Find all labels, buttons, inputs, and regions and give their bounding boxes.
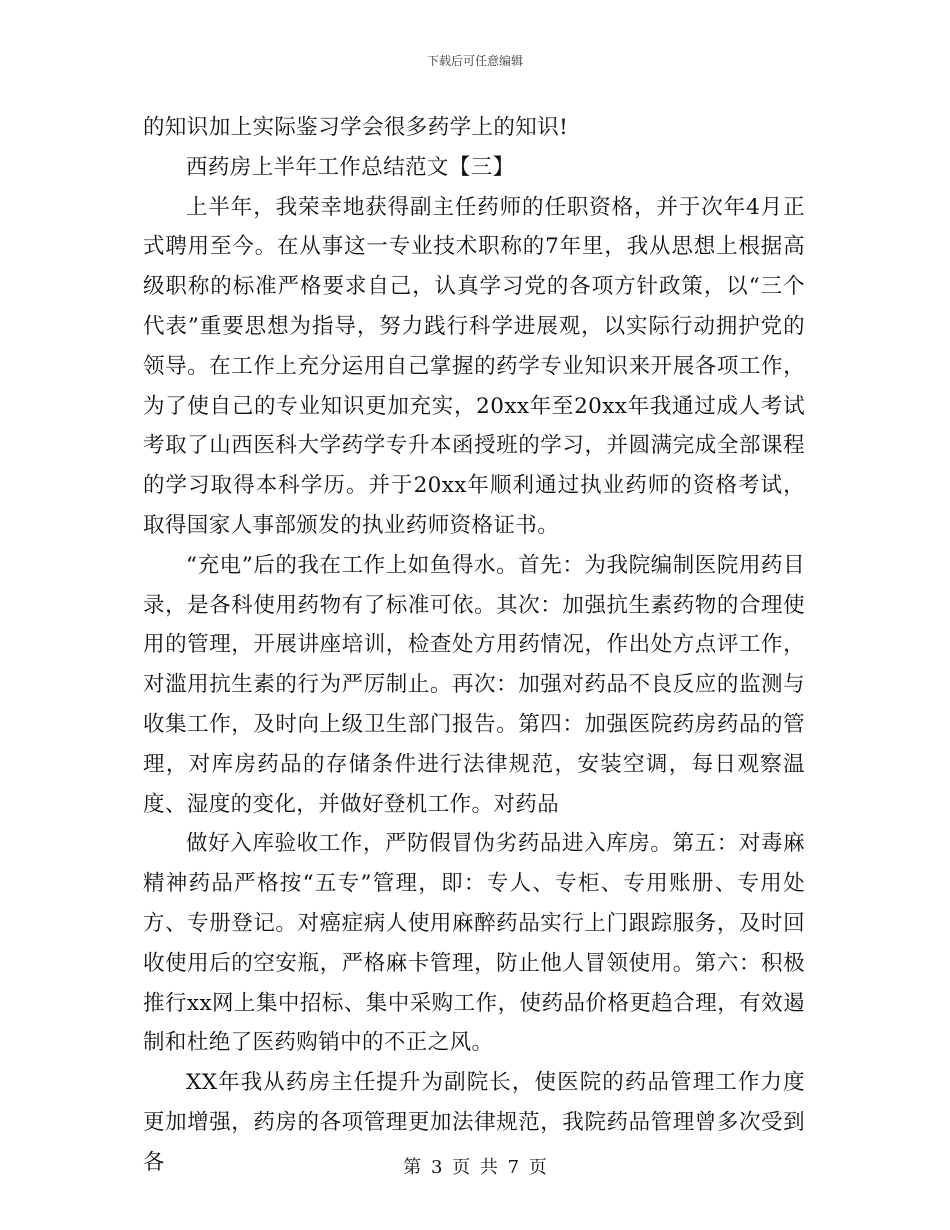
paragraph-work-measures: “充电”后的我在工作上如鱼得水。首先：为我院编制医院用药目录，是各科使用药物有了标准可依。其次：加强抗生素药物的合理使用的管理，开展讲座培训，检查处方用药情况，作出处方点评工作，对滥用抗生素的行为严厉制止。再次：加强对药品不良反应的监测与收集工作，及时向上级卫生部门报告。第四：加强医院药房药品的管理，对库房药品的存储条件进行法律规范，安装空调，每日观察温度、湿度的变化，并做好登机工作。对药品: [143, 552, 805, 817]
paragraph-storage-procurement: 做好入库验收工作，严防假冒伪劣药品进入库房。第五：对毒麻精神药品严格按“五专”管理，即：专人、专柜、专用账册、专用处方、专册登记。对癌症病人使用麻醉药品实行上门跟踪服务，及时回收使用后的空安瓶，严格麻卡管理，防止他人冒领使用。第六：积极推行xx网上集中招标、集中采购工作，使药品价格更趋合理，有效遏制和杜绝了医药购销中的不正之风。: [143, 831, 805, 1056]
paragraph-continuation: 的知识加上实际鉴习学会很多药学上的知识!: [143, 115, 569, 140]
page-footer: 第 3 页 共 7 页: [403, 1157, 547, 1178]
document-body: [143, 108, 805, 1183]
section-title: 西药房上半年工作总结范文【三】: [186, 154, 515, 180]
page-header: 下载后可任意编辑: [426, 54, 523, 68]
paragraph-qualification: 上半年，我荣幸地获得副主任药师的任职资格，并于次年4月正式聘用至今。在从事这一专业技术职称的7年里，我从思想上根据高级职称的标准严格要求自己，认真学习党的各项方针政策，以“三个代表”重要思想为指导，努力践行科学进展观，以实际行动拥护党的领导。在工作上充分运用自己掌握的药学专业知识来开展各项工作，为了使自己的专业知识更加充实，20xx年至20xx年我通过成人考试考取了山西医科大学药学专升本函授班的学习，并圆满完成全部课程的学习取得本科学历。并于20xx年顺利通过执业药师的资格考试，取得国家人事部颁发的执业药师资格证书。: [143, 194, 805, 538]
paragraph-promotion: XX年我从药房主任提升为副院长，使医院的药品管理工作力度更加增强，药房的各项管理更加法律规范，我院药品管理曾多次受到各: [143, 1070, 805, 1175]
